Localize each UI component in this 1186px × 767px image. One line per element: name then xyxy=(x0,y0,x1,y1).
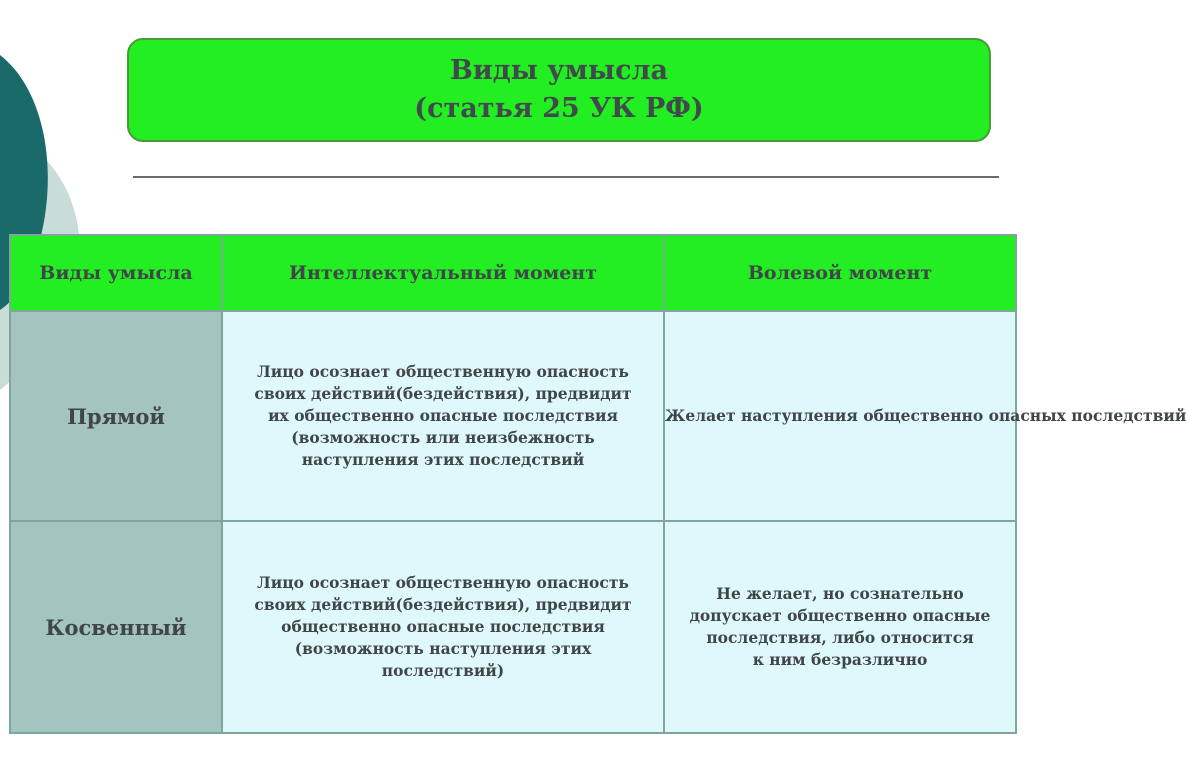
title-line-2: (статья 25 УК РФ) xyxy=(414,93,704,124)
header-kind: Виды умысла xyxy=(10,235,222,311)
indirect-volitional-cell: Не желает, но сознательно допускает общественно опасные последствия, либо относится к ним безразлично xyxy=(664,521,1016,733)
table-header-row xyxy=(10,235,1016,311)
divider-line xyxy=(133,176,999,178)
table-row-direct xyxy=(10,311,1016,521)
direct-kind-cell: Прямой xyxy=(10,311,222,521)
table-row-indirect xyxy=(10,521,1016,733)
indirect-intellectual-cell: Лицо осознает общественную опасность своих действий(бездействия), предвидит общественно опасные последствия (возможность наступления этих последствий) xyxy=(222,521,664,733)
header-intellectual: Интеллектуальный момент xyxy=(222,235,664,311)
title-banner xyxy=(127,38,991,142)
indirect-kind-cell: Косвенный xyxy=(10,521,222,733)
header-volitional: Волевой момент xyxy=(664,235,1016,311)
direct-intellectual-cell: Лицо осознает общественную опасность своих действий(бездействия), предвидит их общественно опасные последствия (возможность или неизбежность наступления этих последствий xyxy=(222,311,664,521)
intent-types-table xyxy=(9,234,1186,734)
title-line-1: Виды умысла xyxy=(449,55,669,86)
direct-volitional-cell: Желает наступления общественно опасных последствий xyxy=(664,311,1016,521)
